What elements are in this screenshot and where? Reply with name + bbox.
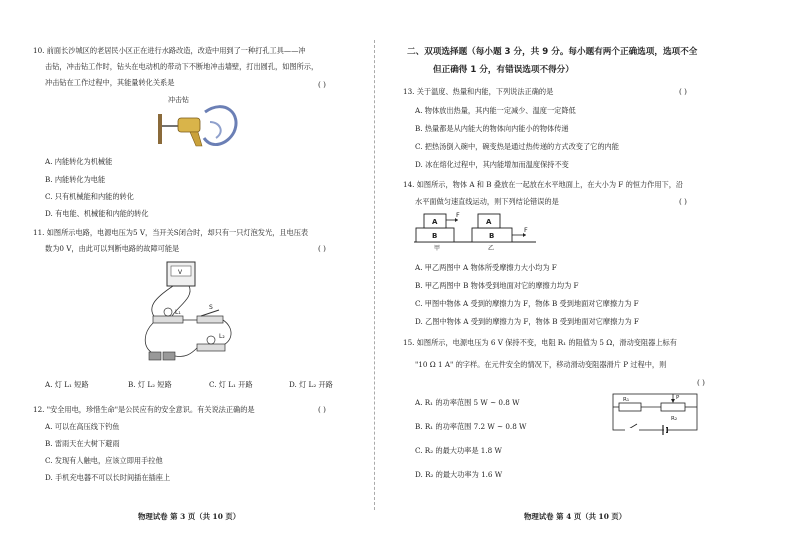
q11-line-1: 11. 如图所示电路，电源电压为5 V，当开关S闭合时，却只有一只灯泡发光，且电压表	[33, 228, 309, 237]
q10-figure-label: 冲击钻	[168, 96, 189, 104]
q10-line-2: 击钻，冲击钻工作时，钻头在电动机的带动下不断地冲击墙壁，打出圆孔，如图所示，	[45, 62, 319, 71]
q10-line-3: 冲击钻在工作过程中，其能量转化关系是	[45, 78, 175, 87]
drill-body-icon	[178, 118, 200, 132]
q12-option-c: C. 发现有人触电，应该立即用手拉他	[45, 456, 163, 465]
yi-block-b-label: B	[489, 232, 495, 240]
q14-blocks-figure	[412, 210, 542, 252]
q10-drill-figure	[150, 92, 255, 154]
lamp-l2-label: L₂	[219, 333, 225, 340]
q15-circuit-figure	[607, 388, 707, 438]
q13-option-c: C. 把热汤倒入碗中，碗变热是通过热传递的方式改变了它的内能	[415, 142, 619, 151]
q10-line-1: 10. 前面长沙城区的老居民小区正在进行水路改造，改造中用到了一种打孔工具——冲	[33, 46, 306, 55]
q13-option-a: A. 物体放出热量，其内能一定减少、温度一定降低	[415, 106, 576, 115]
q10-answer-paren: ( )	[318, 80, 326, 89]
q13-line-1: 13. 关于温度、热量和内能，下列说法正确的是	[403, 87, 554, 96]
q11-answer-paren: ( )	[318, 244, 326, 253]
jia-block-b-label: B	[432, 232, 438, 240]
q14-option-a: A. 甲乙两图中 A 物体所受摩擦力大小均为 F	[415, 263, 557, 272]
drill-handle-icon	[190, 132, 202, 146]
q15-line-2: "10 Ω 1 A" 的字样。在元件安全的情况下，移动滑动变阻器滑片 P 过程中，则	[415, 360, 667, 369]
right-page	[397, 0, 794, 560]
q15-option-a: A. R₁ 的功率范围 5 W ~ 0.8 W	[415, 398, 520, 407]
q12-answer-paren: ( )	[318, 405, 326, 414]
q13-option-d: D. 冰在熔化过程中，其内能增加而温度保持不变	[415, 160, 569, 169]
section-heading-line-2: 但正确得 1 分，有错误选项不得分）	[433, 65, 574, 75]
q12-option-d: D. 手机充电器不可以长时间插在插座上	[45, 473, 171, 482]
r2-label: R₂	[671, 416, 678, 422]
r1-label: R₁	[623, 397, 630, 403]
q11-option-b: B. 灯 L₂ 短路	[128, 380, 172, 389]
lamp-l1-icon	[164, 308, 172, 316]
battery-icon	[149, 352, 161, 360]
q10-option-c: C. 只有机械能和内能的转化	[45, 192, 134, 201]
switch-base-icon	[197, 316, 223, 323]
voltmeter-label: V	[178, 269, 183, 276]
q11-option-c: C. 灯 L₁ 开路	[209, 380, 253, 389]
q14-answer-paren: ( )	[679, 197, 687, 206]
right-page-footer: 物理试卷 第 4 页（共 10 页）	[524, 512, 627, 521]
lamp-l1-base-icon	[153, 316, 183, 323]
left-page-footer: 物理试卷 第 3 页（共 10 页）	[138, 512, 241, 521]
q14-line-2: 水平面做匀速直线运动，则下列结论错误的是	[415, 197, 559, 206]
q11-line-2: 数为0 V，由此可以判断电路的故障可能是	[45, 244, 180, 253]
q14-option-c: C. 甲图中物体 A 受到的摩擦力为 F，物体 B 受到地面对它摩擦力为 F	[415, 299, 639, 308]
section-heading-line-1: 二、双项选择题（每小题 3 分，共 9 分。每小题有两个正确选项，选项不全	[407, 47, 698, 57]
rheostat-r2-icon	[661, 403, 685, 411]
q15-option-d: D. R₂ 的最大功率为 1.6 W	[415, 470, 503, 479]
q11-option-d: D. 灯 L₂ 开路	[289, 380, 333, 389]
yi-label: 乙	[488, 245, 495, 252]
jia-label: 甲	[434, 245, 441, 252]
q10-option-d: D. 有电能、机械能和内能的转化	[45, 209, 149, 218]
q14-line-1: 14. 如图所示，物体 A 和 B 叠放在一起放在水平地面上，在大小为 F 的恒力作用下，沿	[403, 180, 684, 189]
jia-block-a-label: A	[432, 218, 438, 226]
q10-option-a: A. 内能转化为机械能	[45, 157, 113, 166]
lamp-l2-icon	[207, 336, 215, 344]
wall-icon	[158, 114, 162, 144]
jia-force-label: F	[456, 211, 460, 219]
switch-label: S	[209, 304, 213, 311]
resistor-r1-icon	[619, 403, 641, 411]
q13-answer-paren: ( )	[679, 87, 687, 96]
battery-icon	[163, 352, 175, 360]
q15-option-b: B. R₁ 的功率范围 7.2 W ~ 0.8 W	[415, 422, 527, 431]
yi-block-a-label: A	[486, 218, 492, 226]
q15-option-c: C. R₂ 的最大功率是 1.8 W	[415, 446, 502, 455]
q12-option-b: B. 雷雨天在大树下避雨	[45, 439, 120, 448]
yi-force-label: F	[524, 226, 528, 234]
q14-option-b: B. 甲乙两图中 B 物体受到地面对它的摩擦力均为 F	[415, 281, 579, 290]
lamp-l2-base-icon	[197, 344, 225, 351]
q11-option-a: A. 灯 L₁ 短路	[45, 380, 89, 389]
q13-option-b: B. 热量都是从内能大的物体向内能小的物体传递	[415, 124, 569, 133]
page-divider	[374, 40, 375, 510]
q10-option-b: B. 内能转化为电能	[45, 175, 106, 184]
q11-circuit-figure	[135, 258, 245, 368]
q15-line-1: 15. 如图所示，电源电压为 6 V 保持不变，电阻 R₁ 的阻值为 5 Ω，滑动变阻器上标有	[403, 338, 677, 347]
p-label: P	[676, 395, 680, 401]
lamp-l1-label: L₁	[175, 309, 181, 316]
q12-line-1: 12. "安全用电，珍惜生命"是公民应有的安全意识。有关说法正确的是	[33, 405, 255, 414]
q15-answer-paren: ( )	[697, 378, 705, 387]
q12-option-a: A. 可以在高压线下钓鱼	[45, 422, 120, 431]
q14-option-d: D. 乙图中物体 A 受到的摩擦力为 F，物体 B 受到地面对它摩擦力为 F	[415, 317, 639, 326]
